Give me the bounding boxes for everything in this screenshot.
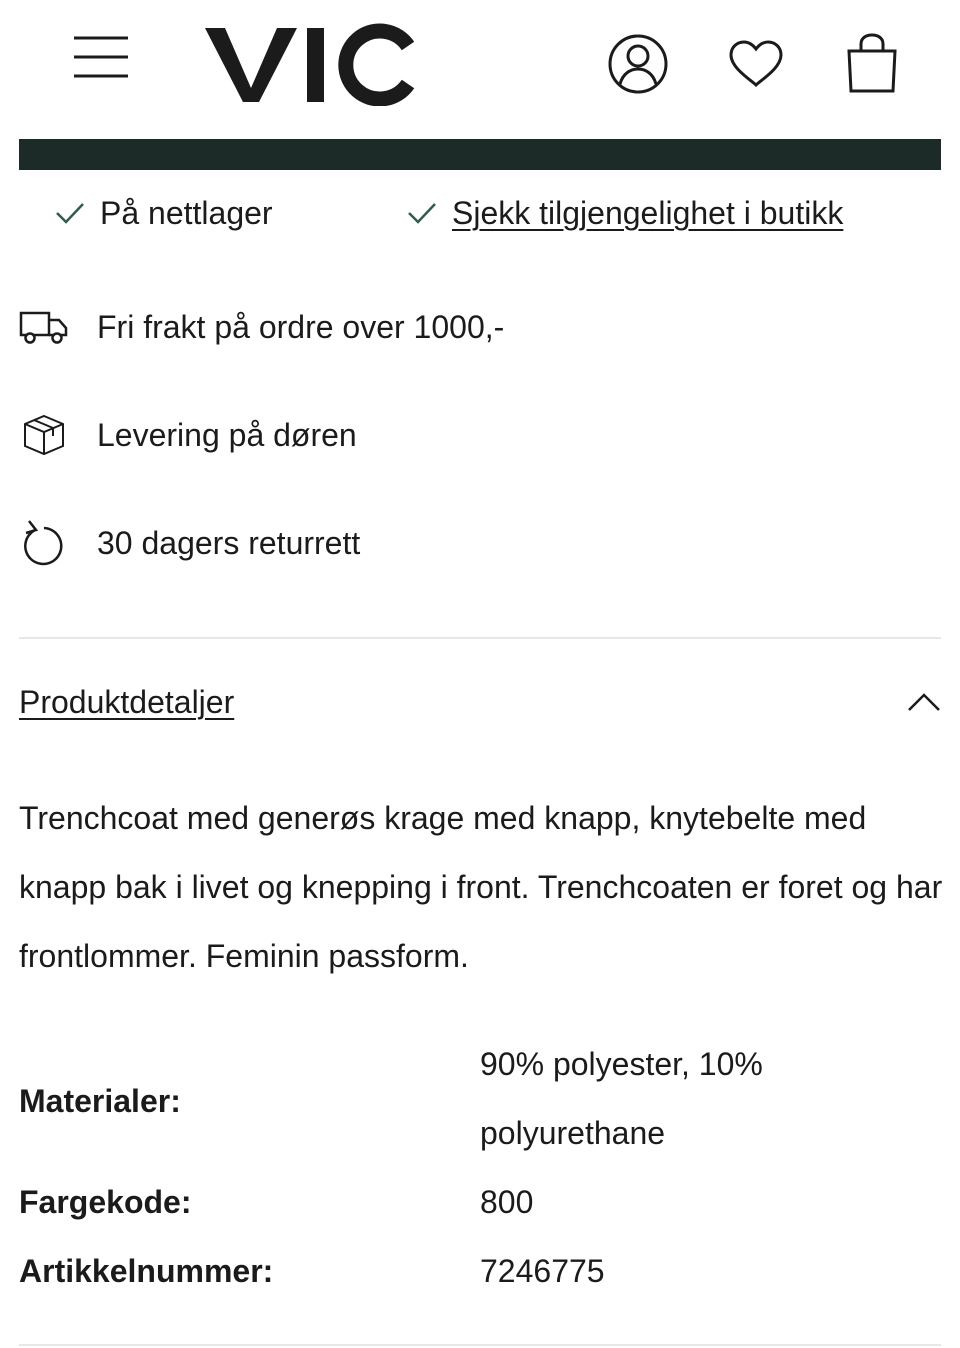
return-icon <box>19 518 69 568</box>
usp-label: Fri frakt på ordre over 1000,- <box>97 308 505 345</box>
product-details-title: Produktdetaljer <box>19 683 235 720</box>
usp-label: 30 dagers returrett <box>97 524 361 561</box>
check-store-availability-link[interactable]: Sjekk tilgjengelighet i butikk <box>452 194 844 231</box>
spec-value: 7246775 <box>480 1253 605 1289</box>
stock-status-store <box>406 190 843 236</box>
add-to-cart-bar[interactable] <box>19 139 941 170</box>
wishlist-button[interactable] <box>724 32 788 96</box>
product-description: Trenchcoat med generøs krage med knapp, knytebelte med knapp bak i livet og knepping i front. Trenchcoaten er foret og har frontlommer. Feminin passform. <box>19 800 943 974</box>
stock-status-online <box>54 190 273 236</box>
spec-label: Artikkelnummer: <box>19 1253 274 1289</box>
heart-icon <box>727 39 785 89</box>
usp-return-policy <box>19 515 360 571</box>
package-icon <box>19 410 69 460</box>
spec-label: Fargekode: <box>19 1184 192 1220</box>
check-icon <box>406 200 438 226</box>
vic-logo[interactable] <box>203 22 418 106</box>
usp-free-shipping <box>19 299 504 355</box>
check-icon <box>54 200 86 226</box>
usp-label: Levering på døren <box>97 416 357 453</box>
spec-value: 800 <box>480 1184 534 1220</box>
section-divider <box>19 1344 941 1346</box>
account-icon <box>607 33 669 95</box>
spec-value: 90% polyester, 10% polyurethane <box>480 1046 763 1151</box>
account-button[interactable] <box>606 32 670 96</box>
menu-icon <box>72 34 130 80</box>
product-details-toggle[interactable] <box>19 676 941 728</box>
site-header <box>0 0 960 130</box>
bag-icon <box>845 33 899 95</box>
stock-online-label: På nettlager <box>100 194 273 231</box>
cart-button[interactable] <box>840 32 904 96</box>
section-divider <box>19 637 941 639</box>
menu-button[interactable] <box>72 34 130 80</box>
truck-icon <box>19 302 69 352</box>
chevron-up-icon <box>907 692 941 712</box>
usp-home-delivery <box>19 407 357 463</box>
spec-label: Materialer: <box>19 1083 181 1119</box>
